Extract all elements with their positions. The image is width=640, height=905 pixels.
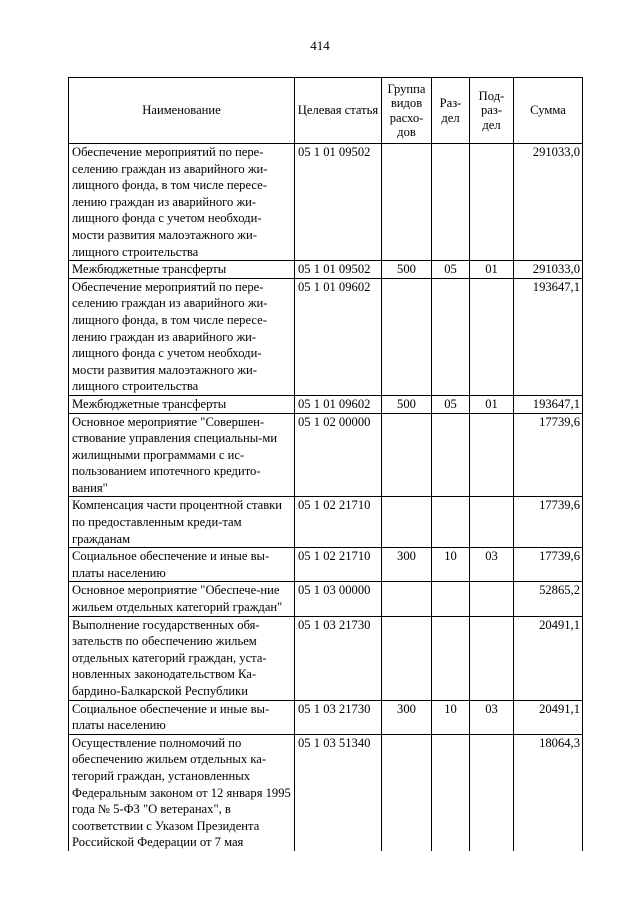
col-header-name: Наименование <box>69 78 295 144</box>
cell-section: 05 <box>432 395 470 413</box>
cell-name: Выполнение государственных обя-зательств по обеспечению жильем отдельных категорий граждан, уста-новленных законодательством Ка-бардино-Балкарской Республики <box>69 616 295 700</box>
cell-group <box>382 144 432 261</box>
cell-sum: 291033,0 <box>514 144 583 261</box>
cell-sum: 52865,2 <box>514 582 583 616</box>
cell-target: 05 1 01 09602 <box>295 278 382 395</box>
cell-subsection: 01 <box>470 395 514 413</box>
cell-name: Основное мероприятие "Совершен-ствование управления специальны-ми жилищными программами с ис-пользованием ипотечного кредито-вания" <box>69 413 295 497</box>
table-row <box>69 413 583 497</box>
cell-group <box>382 497 432 548</box>
cell-section <box>432 616 470 700</box>
table-row <box>69 582 583 616</box>
col-header-target: Целевая статья <box>295 78 382 144</box>
cell-target: 05 1 03 21730 <box>295 700 382 734</box>
cell-subsection: 01 <box>470 261 514 279</box>
cell-target: 05 1 03 00000 <box>295 582 382 616</box>
col-header-section: Раз-дел <box>432 78 470 144</box>
table-row <box>69 497 583 548</box>
cell-group: 300 <box>382 700 432 734</box>
cell-sum: 17739,6 <box>514 497 583 548</box>
cell-sum: 17739,6 <box>514 413 583 497</box>
table-header-row <box>69 78 583 144</box>
cell-section: 10 <box>432 548 470 582</box>
col-header-group: Группа видов расхо-дов <box>382 78 432 144</box>
cell-name: Межбюджетные трансферты <box>69 395 295 413</box>
cell-subsection: 03 <box>470 700 514 734</box>
cell-section: 10 <box>432 700 470 734</box>
cell-group <box>382 582 432 616</box>
cell-group: 500 <box>382 261 432 279</box>
cell-section <box>432 582 470 616</box>
cell-sum: 17739,6 <box>514 548 583 582</box>
cell-target: 05 1 01 09502 <box>295 261 382 279</box>
table-row <box>69 278 583 395</box>
cell-sum: 193647,1 <box>514 278 583 395</box>
cell-group <box>382 734 432 851</box>
cell-subsection: 03 <box>470 548 514 582</box>
cell-subsection <box>470 497 514 548</box>
table-row <box>69 395 583 413</box>
budget-table <box>68 77 583 851</box>
cell-group: 300 <box>382 548 432 582</box>
cell-section <box>432 497 470 548</box>
cell-target: 05 1 01 09502 <box>295 144 382 261</box>
cell-subsection <box>470 144 514 261</box>
table-row <box>69 734 583 851</box>
table-row <box>69 700 583 734</box>
cell-section <box>432 734 470 851</box>
col-header-sum: Сумма <box>514 78 583 144</box>
cell-section <box>432 413 470 497</box>
cell-section: 05 <box>432 261 470 279</box>
cell-sum: 18064,3 <box>514 734 583 851</box>
cell-subsection <box>470 582 514 616</box>
cell-group: 500 <box>382 395 432 413</box>
cell-target: 05 1 03 51340 <box>295 734 382 851</box>
page-number: 414 <box>310 38 330 53</box>
cell-sum: 193647,1 <box>514 395 583 413</box>
cell-group <box>382 413 432 497</box>
cell-name: Обеспечение мероприятий по пере-селению граждан из аварийного жи-лищного фонда, в том числе пересе-лению граждан из аварийного жи-лищного фонда с учетом необходи-мости развития малоэтажного жи-лищного строительства <box>69 278 295 395</box>
cell-name: Социальное обеспечение и иные вы-платы населению <box>69 548 295 582</box>
cell-sum: 20491,1 <box>514 616 583 700</box>
cell-target: 05 1 01 09602 <box>295 395 382 413</box>
cell-name: Социальное обеспечение и иные вы-платы населению <box>69 700 295 734</box>
cell-name: Основное мероприятие "Обеспече-ние жильем отдельных категорий граждан" <box>69 582 295 616</box>
cell-name: Компенсация части процентной ставки по предоставленным креди-там гражданам <box>69 497 295 548</box>
col-header-subsection: Под-раз-дел <box>470 78 514 144</box>
cell-group <box>382 278 432 395</box>
cell-sum: 291033,0 <box>514 261 583 279</box>
cell-subsection <box>470 278 514 395</box>
cell-target: 05 1 02 00000 <box>295 413 382 497</box>
cell-subsection <box>470 616 514 700</box>
table-row <box>69 144 583 261</box>
cell-target: 05 1 03 21730 <box>295 616 382 700</box>
cell-name: Межбюджетные трансферты <box>69 261 295 279</box>
cell-target: 05 1 02 21710 <box>295 548 382 582</box>
table-row <box>69 261 583 279</box>
table-row <box>69 616 583 700</box>
cell-section <box>432 278 470 395</box>
table-row <box>69 548 583 582</box>
cell-group <box>382 616 432 700</box>
table-body <box>69 144 583 851</box>
cell-name: Осуществление полномочий по обеспечению жильем отдельных ка-тегорий граждан, установленных Федеральным законом от 12 января 1995 года № 5-ФЗ "О ветеранах", в соответствии с Указом Президента Российской Федерации от 7 мая <box>69 734 295 851</box>
cell-section <box>432 144 470 261</box>
cell-target: 05 1 02 21710 <box>295 497 382 548</box>
cell-name: Обеспечение мероприятий по пере-селению граждан из аварийного жи-лищного фонда, в том числе пересе-лению граждан из аварийного жи-лищного фонда с учетом необходи-мости развития малоэтажного жи-лищного строительства <box>69 144 295 261</box>
cell-subsection <box>470 734 514 851</box>
cell-sum: 20491,1 <box>514 700 583 734</box>
cell-subsection <box>470 413 514 497</box>
